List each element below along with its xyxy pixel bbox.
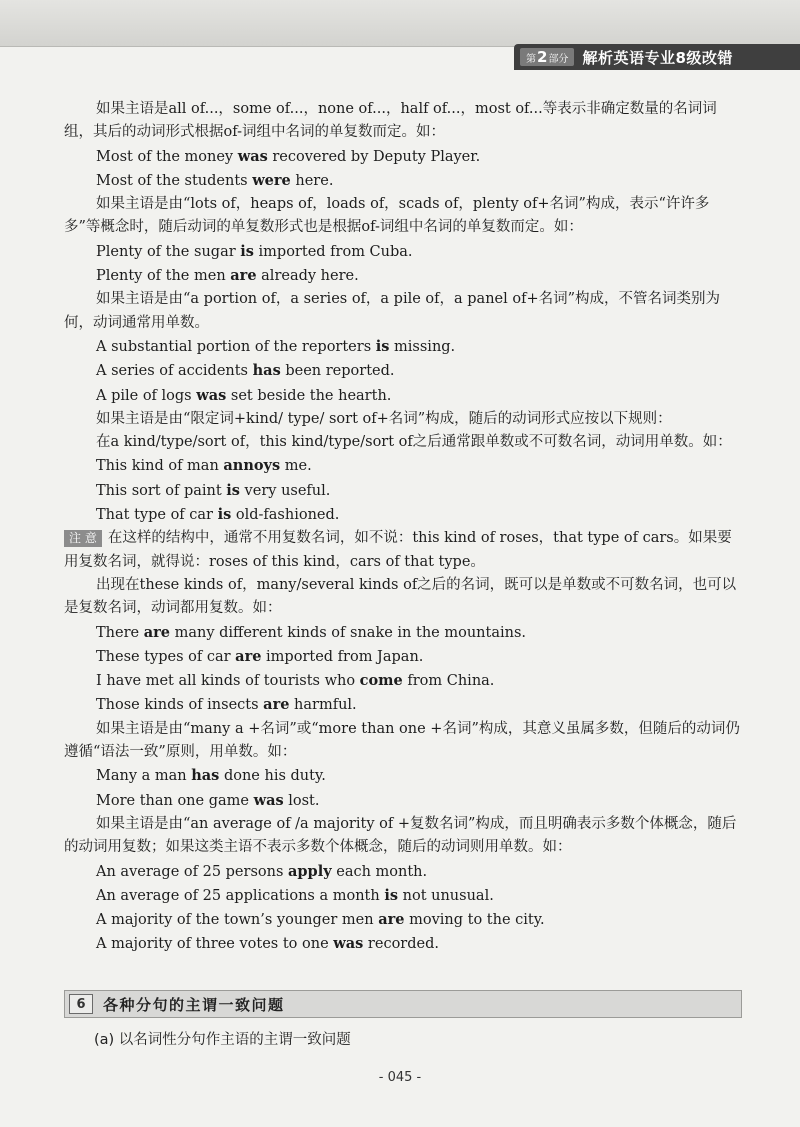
text-segment: 如果主语是由“lots of，heaps of，loads of，scads of，plenty of+名词”构成，表示“许许多多”等概念时，随后动词的单复数形式也是根据of-词组中名词的单复数而定。如： xyxy=(64,196,710,236)
emphasized-verb: has xyxy=(252,362,281,380)
example-sentence xyxy=(64,145,744,169)
text-segment: missing. xyxy=(389,338,456,355)
part-number: 2 xyxy=(537,48,548,66)
text-segment: An average of 25 applications a month xyxy=(96,887,385,904)
text-segment: Most of the students xyxy=(96,172,253,189)
text-segment: There xyxy=(96,624,144,641)
text-segment: me. xyxy=(280,458,312,475)
rule-paragraph xyxy=(64,98,744,145)
example-sentence xyxy=(64,908,744,932)
rule-paragraph xyxy=(64,288,744,335)
text-segment: 如果主语是由“a portion of，a series of，a pile of，a panel of+名词”构成，不管名词类别为何，动词通常用单数。 xyxy=(64,291,721,331)
example-sentence xyxy=(64,789,744,813)
text-segment: I have met all kinds of tourists who xyxy=(96,673,360,690)
text-segment: from China. xyxy=(402,673,495,690)
text-segment: 如果主语是由“限定词+kind/ type/ sort of+名词”构成，随后的动词形式应按以下规则： xyxy=(96,410,672,427)
example-sentence xyxy=(64,454,744,478)
rule-paragraph xyxy=(64,813,744,860)
text-segment: 出现在these kinds of，many/several kinds of之后的名词，既可以是单数或不可数名词，也可以是复数名词，动词都用复数。如： xyxy=(64,576,737,617)
text-segment: moving to the city. xyxy=(404,912,545,929)
subheading: (a) 以名词性分句作主语的主谓一致问题 xyxy=(94,1032,351,1048)
part-badge xyxy=(520,48,574,66)
text-segment: not unusual. xyxy=(398,887,494,904)
text-segment: A substantial portion of the reporters xyxy=(96,338,376,355)
emphasized-verb: annoys xyxy=(223,457,281,475)
note-paragraph xyxy=(64,527,744,574)
emphasized-verb: are xyxy=(230,267,257,285)
text-segment: 如果主语是由“many a +名词”或“more than one +名词”构成，其意义虽属多数，但随后的动词仍遵循“语法一致”原则，用单数。如： xyxy=(64,720,740,761)
emphasized-verb: apply xyxy=(288,862,332,880)
example-sentence xyxy=(64,503,744,527)
emphasized-verb: has xyxy=(191,767,220,785)
section-heading xyxy=(64,990,742,1018)
note-tag: 注 意 xyxy=(64,530,102,547)
rule-paragraph xyxy=(64,193,744,240)
text-segment: 如果主语是由“an average of /a majority of +复数名词”构成，而且明确表示多数个体概念，随后的动词用复数；如果这类主语不表示多数个体概念，随后的动词则用单数。如： xyxy=(64,815,737,856)
text-segment: imported from Japan. xyxy=(261,648,424,665)
page-number: - 045 - xyxy=(378,1070,422,1085)
text-segment: harmful. xyxy=(289,697,357,714)
example-sentence xyxy=(64,264,744,288)
example-sentence xyxy=(64,335,744,359)
text-segment: More than one game xyxy=(96,792,254,809)
body-text xyxy=(64,98,744,957)
text-segment: Plenty of the men xyxy=(96,268,231,285)
emphasized-verb: was xyxy=(196,386,227,404)
text-segment: A pile of logs xyxy=(96,387,197,404)
example-sentence xyxy=(64,359,744,383)
rule-paragraph xyxy=(64,718,744,765)
text-segment: A series of accidents xyxy=(96,363,253,380)
book-title: 解析英语专业8级改错 xyxy=(582,48,733,67)
example-sentence xyxy=(64,479,744,503)
text-segment: 如果主语是all of...，some of...，none of...，half of...，most of...等表示非确定数量的名词词组，其后的动词形式根据of-词组中名词的单复数而定。如： xyxy=(64,101,717,141)
text-segment: Plenty of the sugar xyxy=(96,243,241,260)
rule-paragraph xyxy=(64,408,744,431)
emphasized-verb: are xyxy=(378,911,405,929)
text-segment: recovered by Deputy Player. xyxy=(267,148,481,165)
emphasized-verb: are xyxy=(263,696,290,714)
example-sentence xyxy=(64,860,744,884)
emphasized-verb: are xyxy=(235,647,262,665)
emphasized-verb: is xyxy=(217,506,232,524)
rule-paragraph xyxy=(64,574,744,621)
text-segment: That type of car xyxy=(96,507,218,524)
example-sentence xyxy=(64,693,744,717)
text-segment: recorded. xyxy=(363,936,439,953)
text-segment: done his duty. xyxy=(219,768,326,785)
text-segment: Those kinds of insects xyxy=(96,697,264,714)
emphasized-verb: were xyxy=(252,171,291,189)
text-segment: This sort of paint xyxy=(96,482,227,499)
emphasized-verb: was xyxy=(237,147,268,165)
text-segment: A majority of the town’s younger men xyxy=(96,912,379,929)
text-segment: An average of 25 persons xyxy=(96,863,289,880)
example-sentence xyxy=(64,645,744,669)
section-title: 各种分句的主谓一致问题 xyxy=(103,995,285,1014)
text-segment: 在这样的结构中，通常不用复数名词，如不说：this kind of roses，that type of cars。如果要用复数名词，就得说：roses of this kind，cars of that type。 xyxy=(64,530,732,570)
emphasized-verb: is xyxy=(375,337,390,355)
text-segment: each month. xyxy=(331,863,428,880)
example-sentence xyxy=(64,884,744,908)
emphasized-verb: was xyxy=(333,935,364,953)
emphasized-verb: is xyxy=(226,481,240,499)
text-segment: This kind of man xyxy=(96,458,224,475)
emphasized-verb: was xyxy=(253,791,284,809)
text-segment: Most of the money xyxy=(96,148,238,165)
example-sentence xyxy=(64,621,744,645)
text-segment: 在a kind/type/sort of，this kind/type/sort of之后通常跟单数或不可数名词，动词用单数。如： xyxy=(96,434,732,451)
text-segment: Many a man xyxy=(96,768,192,785)
example-sentence xyxy=(64,384,744,408)
rule-paragraph xyxy=(64,431,744,454)
text-segment: been reported. xyxy=(280,363,395,380)
text-segment: lost. xyxy=(283,792,320,809)
text-segment: already here. xyxy=(256,268,359,285)
header-band xyxy=(0,0,800,47)
example-sentence xyxy=(64,169,744,193)
text-segment: A majority of three votes to one xyxy=(96,936,334,953)
emphasized-verb: come xyxy=(359,672,403,690)
running-header xyxy=(514,44,800,70)
text-segment: many different kinds of snake in the mountains. xyxy=(169,624,527,641)
text-segment: These types of car xyxy=(96,648,236,665)
text-segment: imported from Cuba. xyxy=(253,243,413,260)
example-sentence xyxy=(64,669,744,693)
text-segment: very useful. xyxy=(239,482,331,499)
emphasized-verb: are xyxy=(143,623,170,641)
part-prefix: 第 xyxy=(526,53,536,65)
text-segment: old-fashioned. xyxy=(231,507,340,524)
example-sentence xyxy=(64,240,744,264)
emphasized-verb: is xyxy=(240,242,254,260)
section-number: 6 xyxy=(69,994,93,1014)
part-suffix: 部分 xyxy=(548,53,569,65)
emphasized-verb: is xyxy=(384,886,399,904)
example-sentence xyxy=(64,932,744,956)
text-segment: set beside the hearth. xyxy=(226,387,392,404)
text-segment: here. xyxy=(290,172,334,189)
example-sentence xyxy=(64,764,744,788)
